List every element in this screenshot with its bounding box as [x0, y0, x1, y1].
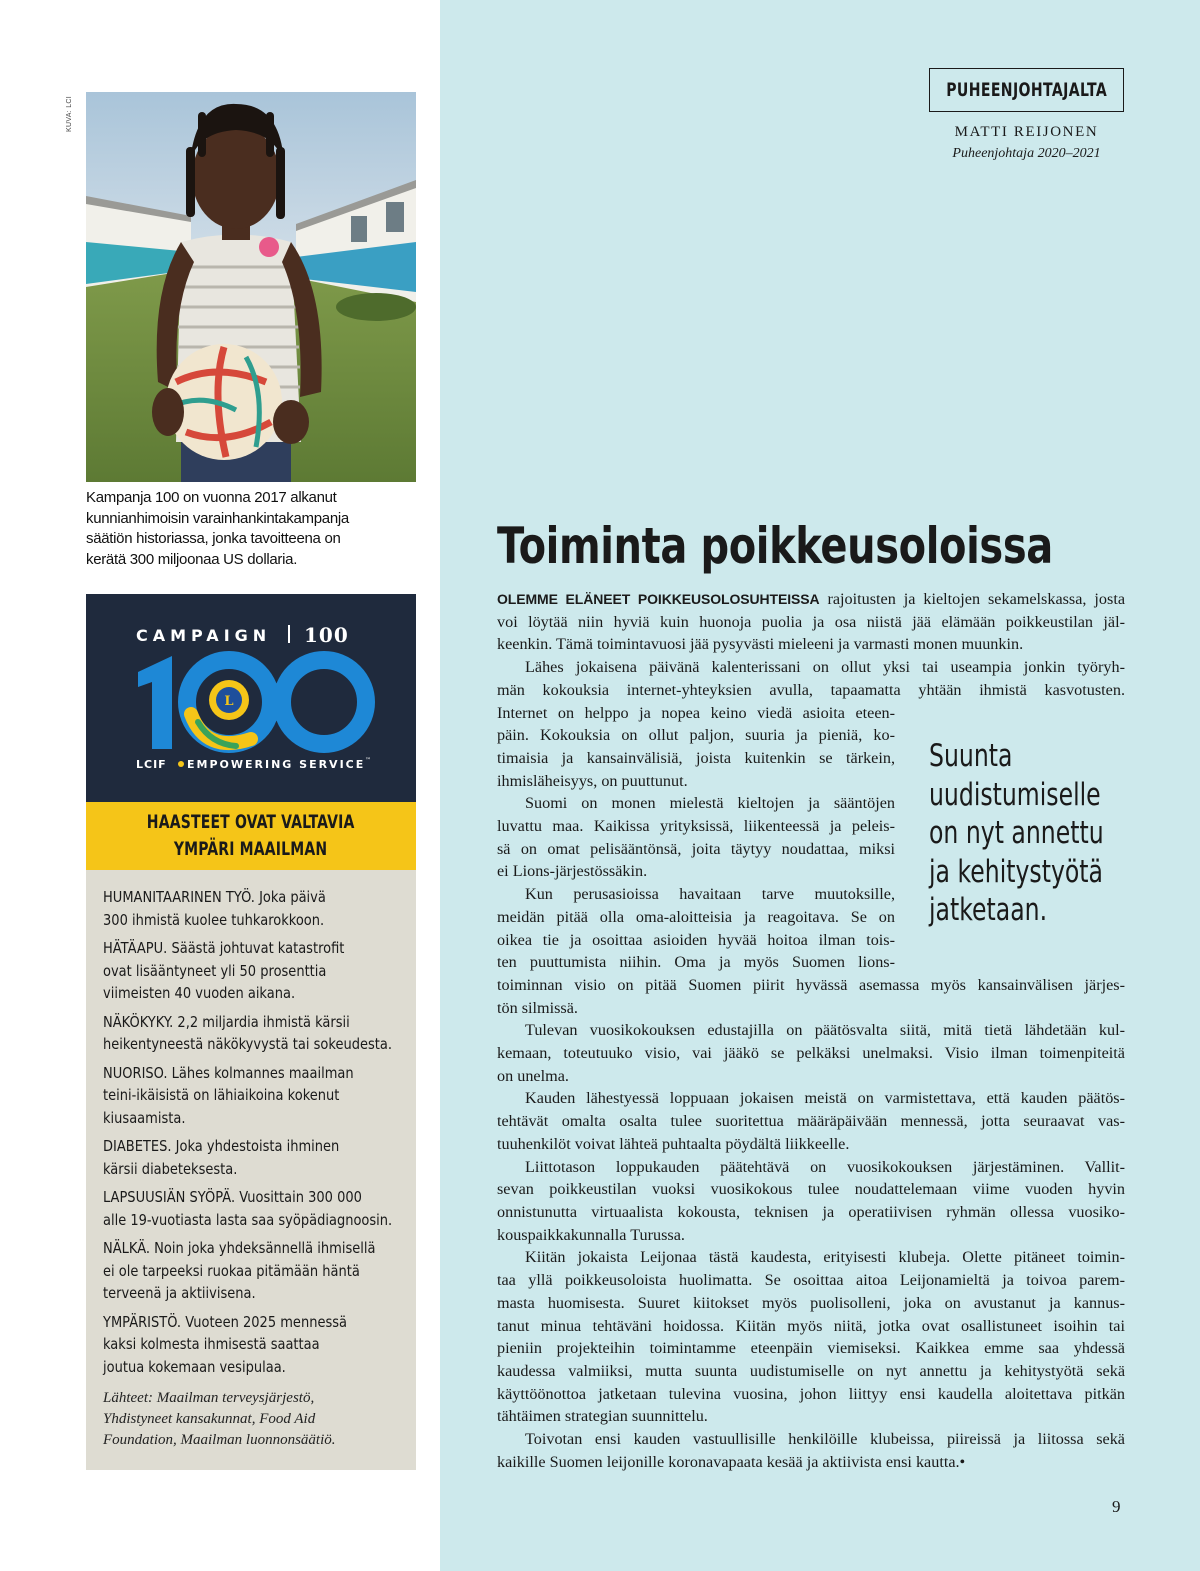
author-role: Puheenjohtaja 2020–2021 — [952, 146, 1101, 161]
fact-line: kiusaamista. — [103, 1108, 186, 1127]
logo-divider — [288, 625, 290, 643]
fact-line: LAPSUUSIÄN SYÖPÄ. Vuosittain 300 000 — [103, 1188, 362, 1206]
pull-quote-line: uudistumiselle — [929, 776, 1101, 813]
article-line: luvattu maa. Kaikissa yrityksissä, liikenteessä ja peleis- — [497, 817, 895, 836]
article-line: taa yllä poikkeusoloista huolimatta. Se osoittaa aitoa Leijonamieltä ja toivoa parem- — [497, 1271, 1125, 1290]
article-line: ihmisläheisyys, on puuttunut. — [497, 771, 688, 790]
article-line: pieniin projekteihin toimintamme eteenpäin viemiseksi. Kaikkea emme saa yhdessä — [497, 1339, 1125, 1358]
fact-item — [103, 886, 416, 931]
article-line: kaikille Suomen leijonille koronavapaata kesää ja aktiivista ensi kautta.• — [497, 1452, 966, 1471]
article-line: Kun perusasioissa havaitaan tarve muutoksille, — [525, 885, 895, 904]
author-name: MATTI REIJONEN — [954, 124, 1099, 140]
fact-line: HUMANITAARINEN TYÖ. Joka päivä — [103, 888, 326, 906]
section-label — [929, 68, 1124, 112]
article-line: voi löytää niin hyviä kuin huonoja puolia ja osa niistä jää elämään poikkeustilan jäl- — [497, 612, 1125, 631]
svg-text:L: L — [224, 694, 234, 709]
fact-item — [103, 1237, 416, 1305]
article-line: onnistunutta virtuaalista kokousta, teknisen ja operatiivisen ryhmän ollessa vuosiko- — [497, 1202, 1125, 1221]
page-number: 9 — [1112, 1497, 1121, 1516]
article-headline: Toiminta poikkeusoloissa — [497, 517, 1053, 575]
fact-line: viimeisten 40 vuoden aikana. — [103, 984, 296, 1002]
article-line: sevan poikkeustilan vuoksi vuosikokous tulee noudattelemaan viime vuoden hyvin — [497, 1180, 1125, 1199]
caption-line: säätiön historiassa, jonka tavoitteena on — [86, 530, 341, 547]
article-line: Suomi on monen mielestä kieltojen ja sääntöjen — [525, 794, 895, 813]
article-line: sä on omat pelisääntönsä, joita täytyy noudattaa, miksi — [497, 839, 895, 858]
fact-line: joutua kokemaan vesipulaa. — [103, 1357, 286, 1376]
article-line: Tulevan vuosikokouksen edustajilla on päätösvalta siitä, mitä tietä lähdetään kul- — [525, 1021, 1125, 1040]
caption-line: kunnianhimoisin varainhankintakampanja — [86, 509, 349, 527]
article-body — [497, 588, 1125, 1473]
sidebar-heading-line: YMPÄRI MAAILMAN — [174, 838, 328, 860]
fact-line: NÄKÖKYKY. 2,2 miljardia ihmistä kärsii — [103, 1012, 350, 1031]
pull-quote-line: jatketaan. — [929, 892, 1048, 928]
fact-item — [103, 1135, 416, 1180]
fact-line: kaksi kolmesta ihmisestä saattaa — [103, 1335, 320, 1353]
article-line: meidän pitää olla oma-aloitteisia ja reagoitava. Se on — [497, 907, 895, 926]
sidebar-heading-line: HAASTEET OVAT VALTAVIA — [147, 811, 355, 833]
sources-line: Yhdistyneet kansakunnat, Food Aid — [103, 1411, 316, 1427]
campaign-logo-number: 100 — [304, 623, 349, 647]
article-line: päin. Kokouksia on ollut paljon, suuria ja pieniä, ko- — [497, 726, 895, 745]
caption-line: kerätä 300 miljoonaa US dollaria. — [86, 550, 298, 568]
article-line: oikea tie ja osoittaa asioiden hyvää hoitoa ilman tois- — [497, 930, 895, 949]
article-line: Lähes jokaisena päivänä kalenterissani on ollut yksi tai useampia jonkin työryh- — [525, 658, 1125, 677]
article-line: masta huomisesta. Suuret kiitokset myös puolisolleni, joka on avustanut ja kannus- — [497, 1293, 1125, 1312]
article-line: käyttöönottoa jatketaan tulevina vuosina, johon liittyy ensi kaudella aloitettava pitkän — [497, 1384, 1125, 1403]
fact-line: HÄTÄAPU. Säästä johtuvat katastrofit — [103, 939, 345, 957]
fact-line: 300 ihmistä kuolee tuhkarokkoon. — [103, 910, 325, 929]
pull-quote-line: ja kehitystyötä — [929, 853, 1103, 890]
article-photo — [86, 92, 416, 482]
fact-item — [103, 1011, 416, 1056]
photo-caption — [86, 488, 416, 570]
logo-dot — [178, 761, 184, 767]
fact-line: heikentyneestä näkökyvystä tai sokeudesta. — [103, 1035, 392, 1053]
section-label-text: PUHEENJOHTAJALTA — [946, 79, 1107, 101]
caption-line: Kampanja 100 on vuonna 2017 alkanut — [86, 489, 337, 506]
fact-line: YMPÄRISTÖ. Vuoteen 2025 mennessä — [103, 1312, 348, 1331]
fact-line: teini-ikäisistä on lähiaikoina kokenut — [103, 1086, 340, 1104]
pull-quote-line: Suunta — [929, 738, 1013, 774]
article-line: tön silmissä. — [497, 998, 578, 1017]
pull-quote — [929, 737, 1104, 930]
article-line: Liittotason loppukauden päätehtävä on vuosikokouksen järjestäminen. Vallit- — [525, 1157, 1125, 1176]
fact-line: ei ole tarpeeksi ruokaa pitämään häntä — [103, 1261, 360, 1280]
article-line: tehtävät omalta osalta tulee suoritettua määräpäivään mennessä, jotta seuraavat vas- — [497, 1112, 1125, 1131]
article-line: tuuhenkilöt voivat lähteä puhtaalta pöydältä liikkeelle. — [497, 1134, 850, 1153]
article-line: kemaan, toteutuuko visio, vai jääkö se pelkäksi unelmaksi. Visio ilman toimenpiteitä — [497, 1044, 1125, 1063]
photo-credit: KUVA: LCI — [66, 95, 73, 132]
logo-digit-one — [138, 656, 172, 749]
logo-digit-zero — [282, 660, 366, 744]
sidebar-heading — [86, 802, 416, 870]
article-line: ei Lions-järjestössäkin. — [497, 862, 648, 881]
article-line: kouspaikkakunnalla Turussa. — [497, 1225, 685, 1244]
fact-line: NÄLKÄ. Noin joka yhdeksännellä ihmisellä — [103, 1239, 376, 1257]
fact-line: NUORISO. Lähes kolmannes maailman — [103, 1063, 354, 1082]
fact-line: DIABETES. Joka yhdestoista ihminen — [103, 1137, 340, 1155]
article-line: tähtäimen strategian suunnittelu. — [497, 1407, 708, 1426]
fact-item — [103, 1186, 416, 1231]
article-line: toiminnan visio on pitää Suomen piirit hyvässä asemassa myös kansainvälisen järjes- — [497, 975, 1125, 994]
fact-item — [103, 1062, 416, 1130]
fact-line: kärsii diabeteksesta. — [103, 1159, 238, 1178]
article-line: timaisia ja kansainvälisiä, joista kuitenkin se tärkein, — [497, 748, 895, 767]
article-line: ten puuttumista niihin. Oma ja myös Suomen lions- — [497, 953, 895, 972]
lcif-label: LCIF — [136, 758, 167, 771]
campaign-100-logo — [86, 594, 416, 802]
girl-with-ball-illustration — [86, 92, 416, 482]
article-line: Internet on helppo ja nopea keino viedä asioita eteen- — [497, 703, 895, 722]
fact-item — [103, 937, 416, 1005]
facts-box — [86, 870, 416, 1470]
article-line: Kauden lähestyessä loppuaan jokaisen meistä on varmistettava, että kauden päätös- — [525, 1089, 1125, 1108]
fact-line: terveenä ja aktiivisena. — [103, 1284, 256, 1302]
fact-line: alle 19-vuotiasta lasta saa syöpädiagnoosin. — [103, 1210, 393, 1229]
pull-quote-line: on nyt annettu — [929, 815, 1104, 851]
article-line: keenkin. Tämä toimintavuosi jää pysyvästi mieleeni ja varmasti monen muunkin. — [497, 635, 1024, 654]
sources-line: Lähteet: Maailman terveysjärjestö, — [103, 1390, 315, 1406]
article-line: kaudessa valmiiksi, mutta suunta uudistumiselle on nyt annettu ja kehitystyötä sekä — [497, 1361, 1125, 1380]
fact-item — [103, 1311, 416, 1379]
article-line: Kiitän jokaista Leijonaa tästä kaudesta, erityisesti klubeja. Olette pitäneet toimin- — [525, 1248, 1125, 1267]
article-line: OLEMME ELÄNEET POIKKEUSOLOSUHTEISSA rajoitusten ja kieltojen sekamelskassa, josta — [497, 590, 1125, 608]
article-line: män kokouksia internet-yhteyksien avulla, tapaamatta yhtään ihmistä kasvotusten. — [497, 680, 1125, 699]
empowering-service-label: EMPOWERING SERVICE — [187, 758, 366, 771]
sources-line: Foundation, Maailman luonnonsäätiö. — [103, 1432, 336, 1448]
trademark-symbol: ™ — [365, 757, 371, 764]
article-line: on unelma. — [497, 1066, 569, 1085]
lead-in-caps: OLEMME ELÄNEET POIKKEUSOLOSUHTEISSA — [497, 591, 820, 607]
fact-line: ovat lisääntyneet yli 50 prosenttia — [103, 961, 327, 980]
article-line: tanut minua tehtäväni hoidossa. Kiitän myös niitä, jotka ovat osallistuneet isoihin tai — [497, 1316, 1125, 1335]
article-line: Toivotan ensi kauden vastuullisille henkilöille klubeissa, piireissä ja liitossa sekä — [525, 1430, 1125, 1449]
sources-note — [103, 1388, 416, 1451]
campaign-logo-word: CAMPAIGN — [136, 626, 272, 645]
